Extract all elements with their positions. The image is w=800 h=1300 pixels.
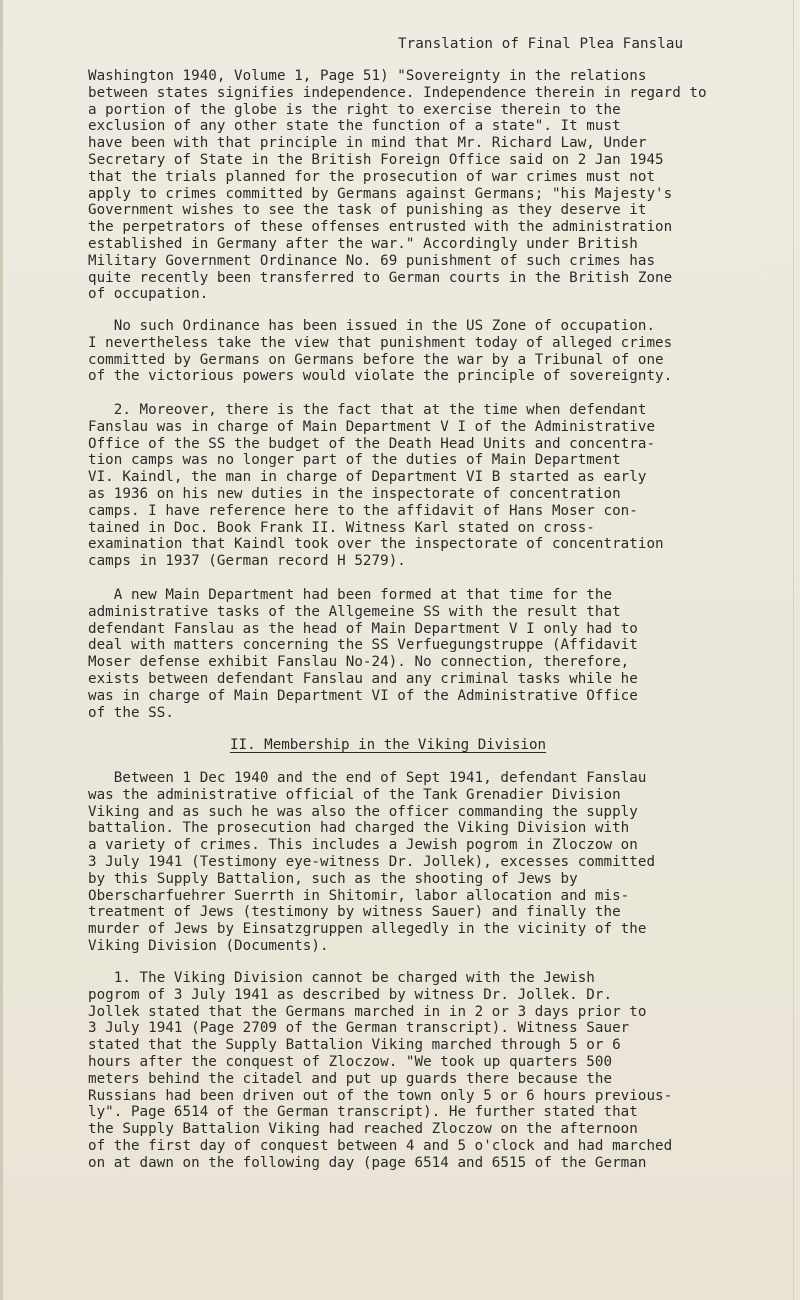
page-header: Translation of Final Plea Fanslau — [398, 36, 684, 52]
paragraph-new-main-department: A new Main Department had been formed at that time for the administrative tasks of the Allgemeine SS with the result that defendant Fanslau as the head of Main Department V I only had to deal with matters concerning the SS Verfuegungstruppe (Affidavit Moser defense exhibit Fanslau No-24). No connection, therefore, exists between defendant Fanslau and any criminal tasks while he was in charge of Main Department VI of the Administrative Office of the SS. — [88, 587, 638, 721]
paragraph-point-2: 2. Moreover, there is the fact that at the time when defendant Fanslau was in charge of Main Department V I of the Administrative Office of the SS the budget of the Death Head Units and concentra- tion camps was no longer part of the duties of Main Department VI. Kaindl, the man in charge of Department VI B started as early as 1936 on his new duties in the inspectorate of concentration camps. I have reference here to the affidavit of Hans Moser con- tained in Doc. Book Frank II. Witness Karl stated on cross- examination that Kaindl took over the inspectorate of concentration camps in 1937 (German record H 5279). — [88, 402, 664, 570]
paragraph-viking-charges: Between 1 Dec 1940 and the end of Sept 1941, defendant Fanslau was the administrative official of the Tank Grenadier Division Viking and as such he was also the officer commanding the supply battalion. The prosecution had charged the Viking Division with a variety of crimes. This includes a Jewish pogrom in Zloczow on 3 July 1941 (Testimony eye-witness Dr. Jollek), excesses committed by this Supply Battalion, such as the shooting of Jews by Oberscharfuehrer Suerrth in Shitomir, labor allocation and mis- treatment of Jews (testimony by witness Sauer) and finally the murder of Jews by Einsatzgruppen allegedly in the vicinity of the Viking Division (Documents). — [88, 770, 656, 954]
paragraph-point-1-pogrom: 1. The Viking Division cannot be charged with the Jewish pogrom of 3 July 1941 as described by witness Dr. Jollek. Dr. Jollek stated that the Germans marched in in 2 or 3 days prior to 3 July 1941 (Page 2709 of the German transcript). Witness Sauer stated that the Supply Battalion Viking marched through 5 or 6 hours after the conquest of Zloczow. "We took up quarters 500 meters behind the citadel and put up guards there because the Russians had been driven out of the town only 5 or 6 hours previous- ly". Page 6514 of the German transcript). He further stated that the Supply Battalion Viking had reached Zloczow on the afternoon of the first day of conquest between 4 and 5 o'clock and had marched on at dawn on the following day (page 6514 and 6515 of the German — [88, 970, 673, 1171]
section-title-viking-division: II. Membership in the Viking Division — [230, 737, 547, 753]
paragraph-sovereignty-quote: Washington 1940, Volume 1, Page 51) "Sovereignty in the relations between states signifies independence. Independence therein in regard to a portion of the globe is the right to exercise therein to the exclusion of any other state the function of a state". It must have been with that principle in mind that Mr. Richard Law, Under Secretary of State in the British Foreign Office said on 2 Jan 1945 that the trials planned for the prosecution of war crimes must not apply to crimes committed by Germans against Germans; "his Majesty's Government wishes to see the task of punishing as they deserve it the perpetrators of these offenses entrusted with the administration established in Germany after the war." Accordingly under British Military Government Ordinance No. 69 punishment of such crimes has quite recently been transferred to German courts in the British Zone of occupation. — [88, 68, 707, 303]
paragraph-us-zone: No such Ordinance has been issued in the US Zone of occupation. I nevertheless take the view that punishment today of alleged crimes committed by Germans on Germans before the war by a Tribunal of one of the victorious powers would violate the principle of sovereignty. — [88, 318, 673, 385]
